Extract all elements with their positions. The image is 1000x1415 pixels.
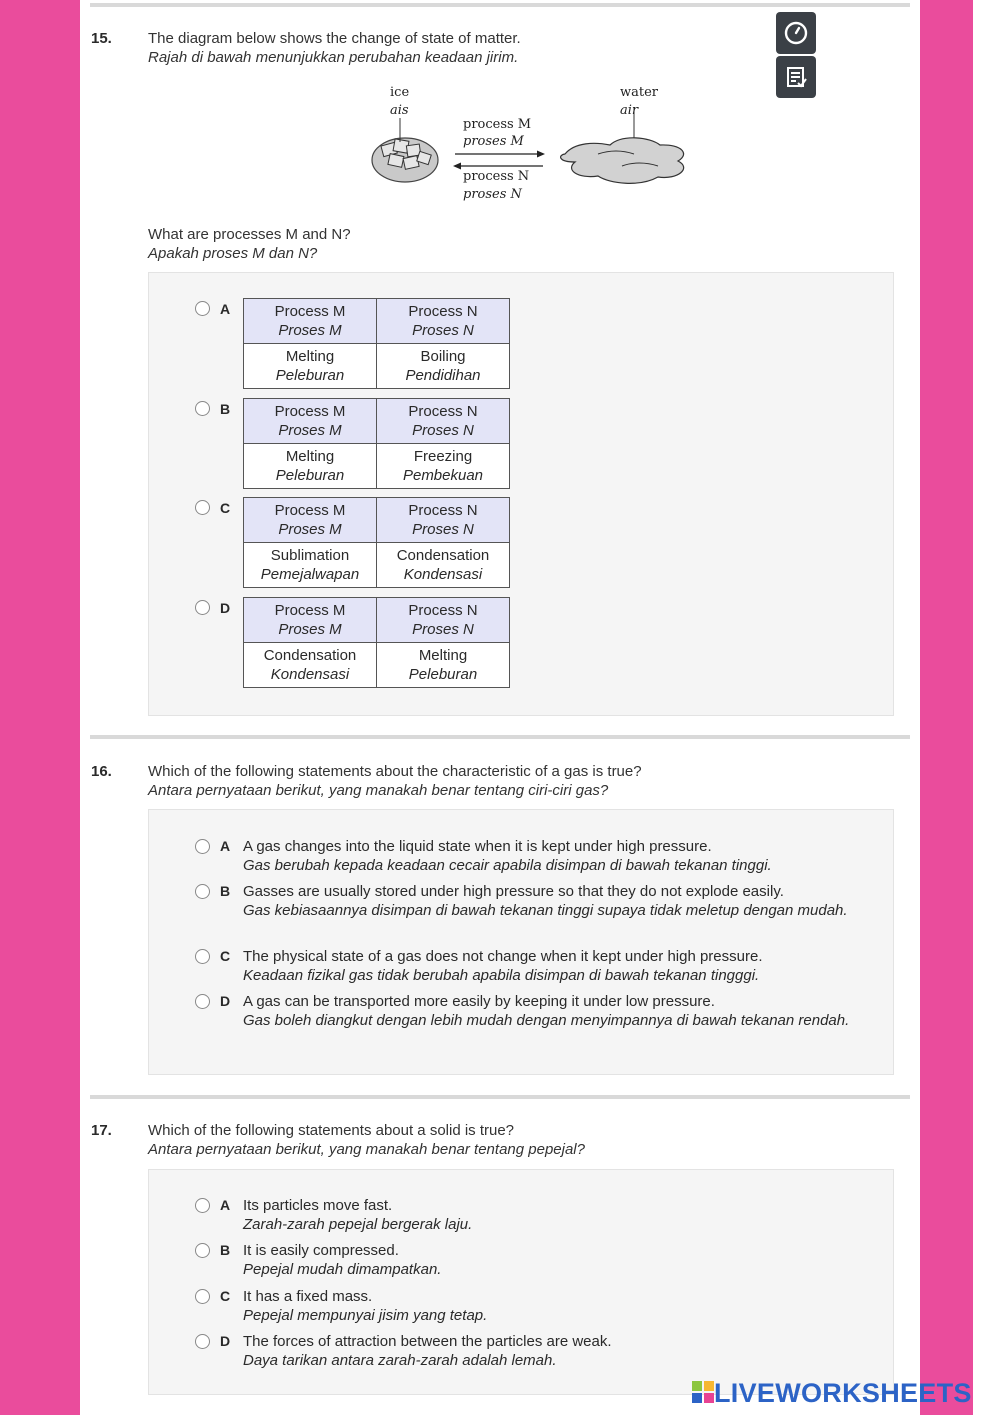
option-c-radio[interactable] [195,1289,210,1304]
table-header-n: Process N Proses N [377,598,510,643]
option-b-radio[interactable] [195,401,210,416]
option-b-text: It is easily compressed. Pepejal mudah dimampatkan. [243,1242,442,1278]
table-cell-m: Melting Peleburan [244,344,377,389]
question-17-text [148,1121,585,1159]
option-d-table [243,597,510,688]
left-margin-band [0,0,80,1415]
question-15-text [148,29,521,67]
question-text-ms: Antara pernyataan berikut, yang manakah benar tentang pepejal? [148,1141,585,1158]
water-label-ms: air [620,103,639,118]
option-c-radio[interactable] [195,500,210,515]
process-m-label: process M [463,117,532,132]
question-divider [90,735,910,739]
option-a-radio[interactable] [195,1198,210,1213]
table-cell-n: Condensation Kondensasi [377,543,510,588]
right-edge [973,0,1000,1415]
table-header-m: Process M Proses M [244,299,377,344]
question-text-en: Which of the following statements about the characteristic of a gas is true? [148,763,642,780]
option-c-text: It has a fixed mass. Pepejal mempunyai jisim yang tetap. [243,1288,488,1324]
ice-label: ice [390,85,410,100]
question-text-ms: Rajah di bawah menunjukkan perubahan keadaan jirim. [148,49,519,66]
question-16-number: 16. [91,763,112,780]
table-header-m: Process M Proses M [244,399,377,444]
diagram-drawing [360,82,700,212]
process-n-label-ms: proses N [463,187,522,202]
question-16-text [148,762,642,800]
option-d-letter: D [220,993,231,1009]
option-d-radio[interactable] [195,994,210,1009]
option-b-radio[interactable] [195,884,210,899]
question-text-ms: Antara pernyataan berikut, yang manakah benar tentang ciri-ciri gas? [148,782,609,799]
option-c-radio[interactable] [195,949,210,964]
option-a-text: A gas changes into the liquid state when it is kept under high pressure. Gas berubah kepada keadaan cecair apabila disimpan di bawah tekanan tinggi. [243,838,772,874]
checklist-icon [783,64,809,90]
option-d-text: A gas can be transported more easily by keeping it under low pressure. Gas boleh diangkut dengan lebih mudah dengan menyimpannya di bawah tekanan rendah. [243,993,850,1029]
process-n-label: process N [463,169,530,184]
table-header-n: Process N Proses N [377,498,510,543]
question-15-number: 15. [91,30,112,47]
timer-button[interactable] [776,12,816,54]
checklist-button[interactable] [776,56,816,98]
right-margin-band [920,0,973,1415]
subquestion-ms: Apakah proses M dan N? [148,245,318,262]
table-header-n: Process N Proses N [377,399,510,444]
logo-mark-icon [692,1379,714,1410]
question-divider [90,1095,910,1099]
option-b-radio[interactable] [195,1243,210,1258]
option-d-radio[interactable] [195,1334,210,1349]
option-a-text: Its particles move fast. Zarah-zarah pepejal bergerak laju. [243,1197,473,1233]
table-cell-n: Melting Peleburan [377,643,510,688]
option-b-letter: B [220,1242,231,1258]
logo-text: LIVEWORKSHEETS [714,1378,972,1408]
option-b-table [243,398,510,489]
state-change-diagram [360,82,700,212]
option-c-table [243,497,510,588]
water-label: water [620,85,659,100]
option-b-text: Gasses are usually stored under high pressure so that they do not explode easily. Gas kebiasaannya disimpan di bawah tekanan tinggi supaya tidak meletup dengan mudah. [243,883,848,919]
clock-icon [783,20,809,46]
option-c-letter: C [220,500,231,516]
table-header-m: Process M Proses M [244,498,377,543]
top-divider [90,3,910,7]
option-c-text: The physical state of a gas does not change when it kept under high pressure. Keadaan fizikal gas tidak berubah apabila disimpan di bawah tekanan tingggi. [243,948,763,984]
option-b-letter: B [220,883,231,899]
option-b-letter: B [220,401,231,417]
question-text-en: Which of the following statements about a solid is true? [148,1122,515,1139]
option-c-letter: C [220,1288,231,1304]
process-m-label-ms: proses M [463,134,524,149]
option-a-letter: A [220,838,231,854]
table-header-n: Process N Proses N [377,299,510,344]
option-d-letter: D [220,600,231,616]
option-a-letter: A [220,301,231,317]
question-17-number: 17. [91,1122,112,1139]
table-header-m: Process M Proses M [244,598,377,643]
option-a-radio[interactable] [195,839,210,854]
option-d-letter: D [220,1333,231,1349]
question-text-en: The diagram below shows the change of state of matter. [148,30,521,47]
table-cell-n: Freezing Pembekuan [377,444,510,489]
question-15-subtext [148,225,351,263]
table-cell-n: Boiling Pendidihan [377,344,510,389]
subquestion-en: What are processes M and N? [148,226,351,243]
option-c-letter: C [220,948,231,964]
option-d-text: The forces of attraction between the particles are weak. Daya tarikan antara zarah-zarah adalah lemah. [243,1333,612,1369]
table-cell-m: Condensation Kondensasi [244,643,377,688]
option-d-radio[interactable] [195,600,210,615]
option-a-table [243,298,510,389]
liveworksheets-logo[interactable] [692,1378,972,1410]
table-cell-m: Sublimation Pemejalwapan [244,543,377,588]
ice-label-ms: ais [390,103,409,118]
table-cell-m: Melting Peleburan [244,444,377,489]
option-a-radio[interactable] [195,301,210,316]
option-a-letter: A [220,1197,231,1213]
